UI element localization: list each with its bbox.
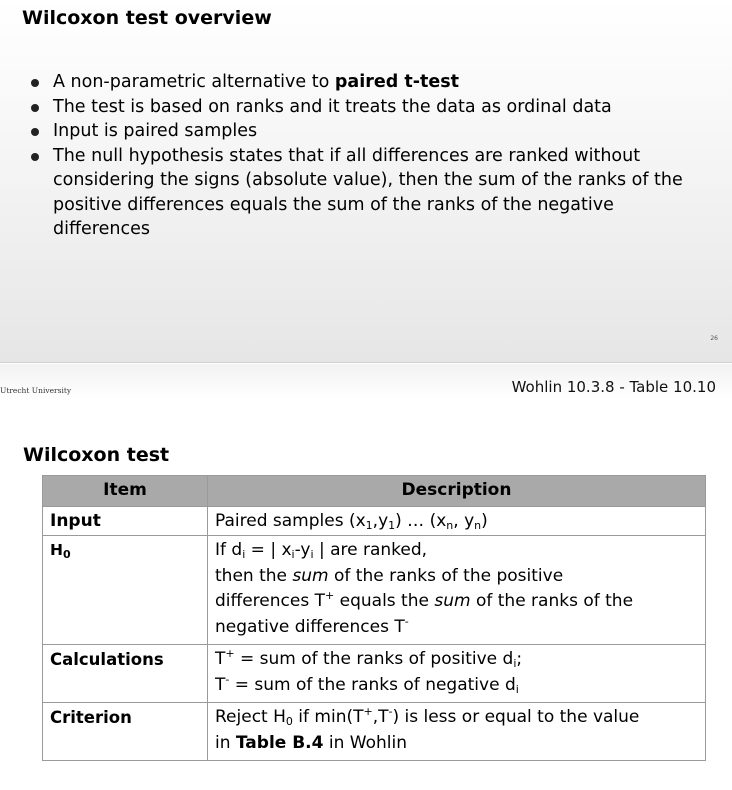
header-item: Item (43, 476, 208, 507)
university-logo-text: Utrecht University (0, 386, 72, 395)
row-description-calculations: T+ = sum of the ranks of positive $d_i$; T- = sum of the ranks of negative $d_i$ (208, 645, 706, 703)
table-row (43, 645, 706, 703)
wilcoxon-table (42, 475, 706, 761)
slide-title: Wilcoxon test (23, 444, 170, 466)
row-item-h0: $H_0$ (43, 536, 208, 645)
header-description: Description (208, 476, 706, 507)
row-item-calculations: Calculations (43, 645, 208, 703)
table-row (43, 536, 706, 645)
table-header-row (43, 476, 706, 507)
bullet-item: A non-parametric alternative to paired t-test (30, 70, 710, 95)
slide-title: Wilcoxon test overview (22, 7, 272, 29)
page-number: 26 (710, 335, 718, 342)
slide-wilcoxon-table (0, 364, 732, 790)
reference-label: Wohlin 10.3.8 - Table 10.10 (511, 378, 716, 396)
table-row (43, 506, 706, 536)
row-item-criterion: Criterion (43, 703, 208, 761)
row-description-criterion: Reject $H_0$ if min(T+,T-) is less or equal to the value in Table B.4 in Wohlin (208, 703, 706, 761)
bullet-item: Input is paired samples (30, 119, 710, 144)
slide-overview (0, 0, 732, 363)
row-item-input: Input (43, 506, 208, 536)
row-description-input: Paired samples $(x_1,y_1)$ … ($x_n$, $y_n$) (208, 506, 706, 536)
row-description-h0: If $d_i$ = | $x_i-y_i$ | are ranked, then the sum of the ranks of the positive differences T+ equals the sum of the ranks of the negative differences T- (208, 536, 706, 645)
table-row (43, 703, 706, 761)
bullet-list (30, 70, 710, 242)
bullet-item: The null hypothesis states that if all differences are ranked without considering the signs (absolute value), then the sum of the ranks of the positive differences equals the sum of the ranks of the negative differences (30, 144, 710, 242)
bullet-item: The test is based on ranks and it treats the data as ordinal data (30, 95, 710, 120)
